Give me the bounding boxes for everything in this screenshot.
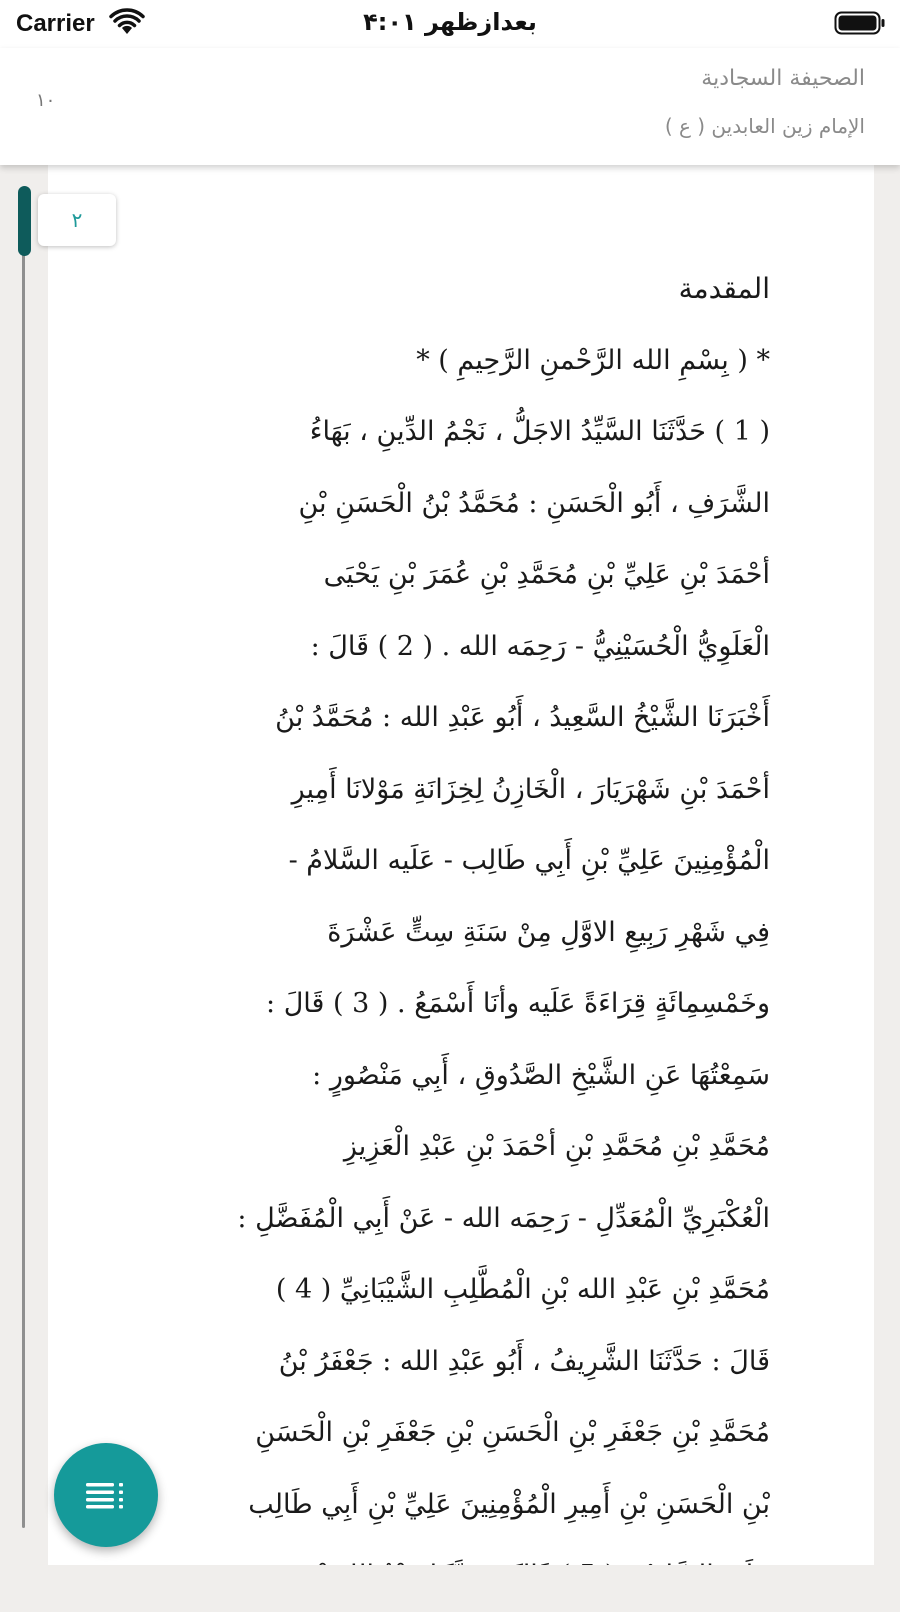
- text-line: ( 1 ) حَدَّثَنَا السَّيِّدُ الاجَلُّ ، نَجْمُ الدِّينِ ، بَهَاءُ: [309, 416, 770, 447]
- list-menu-icon: [84, 1479, 128, 1511]
- reader-header: [0, 48, 900, 165]
- section-heading: المقدمة: [678, 272, 770, 305]
- status-time: ۴:۰۱ بعدازظهر: [363, 8, 537, 36]
- book-author: الإمام زين العابدين ( ع ): [664, 114, 865, 138]
- text-line: فِي شَهْرِ رَبِيعِ الاوَّلِ مِنْ سَنَةِ سِتٍّ عَشْرَةَ: [327, 916, 770, 948]
- text-line: الْمُؤْمِنِينَ عَلِيِّ بْنِ أَبِي طَالِب - عَلَيه السَّلامُ -: [288, 845, 770, 876]
- battery-icon: [834, 10, 886, 36]
- contents-menu-button[interactable]: [54, 1443, 158, 1547]
- page-indicator-badge: ۲: [38, 194, 116, 246]
- status-bar: [0, 0, 900, 48]
- text-line: سَمِعْتُهَا عَنِ الشَّيْخِ الصَّدُوقِ ، أَبِي مَنْصُورٍ :: [312, 1059, 770, 1091]
- scrollbar-track[interactable]: [22, 188, 25, 1528]
- text-line: مُحَمَّدِ بْنِ جَعْفَرِ بْنِ الْحَسَنِ بْنِ جَعْفَرِ بْنِ الْحَسَنِ: [255, 1417, 770, 1448]
- text-line: بْنِ الْحَسَنِ بْنِ أَمِيرِ الْمُؤْمِنِينَ عَلِيِّ بْنِ أَبِي طَالِب: [248, 1488, 770, 1520]
- carrier-label: Carrier: [16, 10, 95, 37]
- text-line: الْعَلَوِيُّ الْحُسَيْنِيُّ - رَحِمَه الله . ( 2 ) قَالَ :: [310, 630, 770, 662]
- text-line: مُحَمَّدِ بْنِ عَبْدِ الله بْنِ الْمُطَّلِبِ الشَّيْبَانِيِّ ( 4 ): [275, 1274, 770, 1305]
- text-line: أَخْبَرَنَا الشَّيْخُ السَّعِيدُ ، أَبُو عَبْدِ الله : مُحَمَّدُ بْنُ: [275, 702, 770, 733]
- book-title: الصحيفة السجادية: [701, 66, 865, 91]
- text-line: * ( بِسْمِ الله الرَّحْمنِ الرَّحِيمِ ) *: [416, 344, 770, 376]
- book-text: [100, 253, 770, 1565]
- text-line: مُحَمَّدِ بْنِ مُحَمَّدِ بْنِ أحْمَدَ بْنِ عَبْدِ الْعَزِيزِ: [343, 1131, 770, 1162]
- text-line: قَالَ : حَدَّثَنَا الشَّرِيفُ ، أَبُو عَبْدِ الله : جَعْفَرُ بْنُ: [278, 1345, 770, 1377]
- text-line: الْعُكْبَرِيِّ الْمُعَدِّلِ - رَحِمَه الله - عَنْ أَبِي الْمُفَضَّلِ :: [237, 1202, 770, 1234]
- text-line: وخَمْسِمِائَةٍ قِرَاءَةً عَلَيه وأنَا أَسْمَعُ . ( 3 ) قَالَ :: [266, 988, 770, 1019]
- text-line: أحْمَدَ بْنِ شَهْرَيَارَ ، الْخَازِنُ لِخِزَانَةِ مَوْلانَا أَمِيرِ: [291, 773, 770, 805]
- scrollbar-thumb[interactable]: [18, 186, 31, 256]
- text-line: أحْمَدَ بْنِ عَلِيِّ بْنِ مُحَمَّدِ بْنِ عُمَرَ بْنِ يَحْيَى: [323, 559, 770, 590]
- bottom-safe-area: [0, 1565, 900, 1598]
- page-number: ۱۰: [36, 90, 56, 111]
- text-line: الشَّرَفِ ، أَبُو الْحَسَنِ : مُحَمَّدُ بْنُ الْحَسَنِ بْنِ: [298, 487, 770, 519]
